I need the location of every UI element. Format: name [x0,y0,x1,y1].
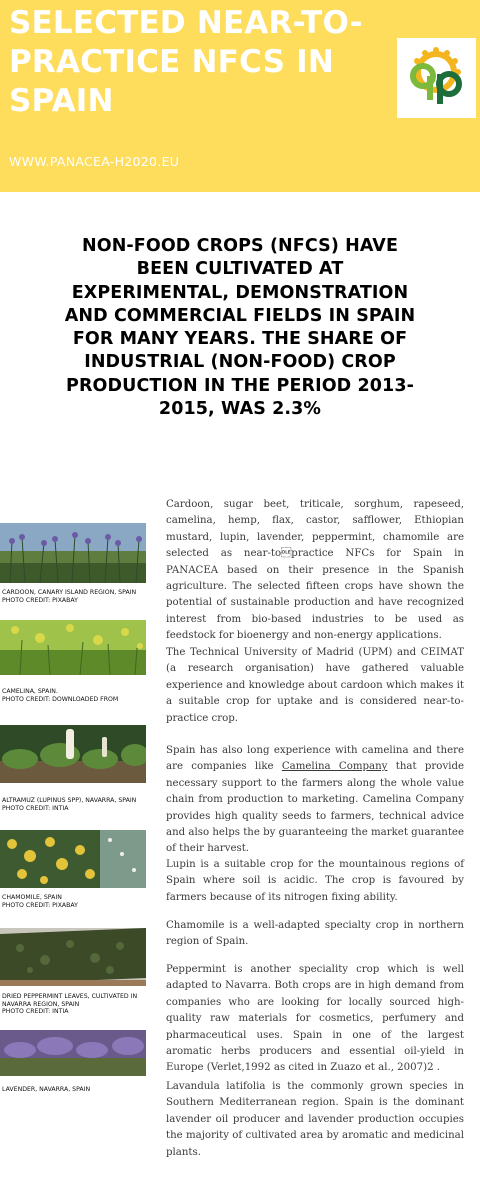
website-link[interactable]: WWW.PANACEA-H2020.EU [9,154,180,169]
peppermint-photo [0,928,146,986]
paragraph-chamomile: Chamomile is a well-adapted specialty crop in northern region of Spain. [166,920,464,948]
lavender-caption: LAVENDER, NAVARRA, SPAIN [2,1086,91,1093]
peppermint-caption: DRIED PEPPERMINT LEAVES, CULTIVATED IN NAVARRA REGION, SPAIN PHOTO CREDIT: INTIA [2,993,138,1016]
lupin-photo [0,725,146,783]
camelina-photo [0,620,146,675]
cardoon-photo [0,523,146,583]
paragraph-peppermint: Peppermint is another speciality crop which is well adapted to Navarra. Both crops are in high demand from companies who are looking for locally sourced high-quality raw materials for cosmetics, perfumery and pharmaceutical uses. Spain in one of the largest aromatic herbs producers and essential oil-yield in Europe (Verlet,1992 as cited in Zuazo et al., 2007)2 . [166,964,464,1074]
paragraph-cardoon: The Technical University of Madrid (UPM) and CEIMAT (a research organisation) have gathered valuable experience and knowledge about cardoon which makes it a suitable crop for uptake and is considered near-to-practice crop. [166,647,464,724]
lupin-caption: ALTRAMUZ (LUPINUS SPP), NAVARRA, SPAIN PHOTO CREDIT: INTIA [2,797,137,812]
page-title: SELECTED NEAR-TO-PRACTICE NFCS IN SPAIN [9,5,363,119]
headline: NON-FOOD CROPS (NFCS) HAVE BEEN CULTIVATED AT EXPERIMENTAL, DEMONSTRATION AND COMMERCIAL FIELDS IN SPAIN FOR MANY YEARS. THE SHARE OF INDUSTRIAL (NON-FOOD) CROP PRODUCTION IN THE PERIOD 2013-2015, WAS 2.3% [64,236,416,420]
camelina-company-link[interactable]: Camelina Company [281,761,388,773]
paragraph-camelina: Spain has also long experience with camelina and there are companies like Camelina Company that provide necessary support to the farmers along the whole value chain from production to marketing. Camelina Company provides high quality seeds to farmers, technical advice and also helps the by guaranteeing the market guarantee of their harvest. [166,745,465,855]
chamomile-caption: CHAMOMILE, SPAIN PHOTO CREDIT: PIXABAY [2,894,78,909]
paragraph-cardoon-list: Cardoon, sugar beet, triticale, sorghum, rapeseed, camelina, hemp, flax, castor, safflower, Ethiopian mustard, lupin, lavender, peppermint, chamomile are selected as near-topractice NFCs for Spain in PANACEA based on their presence in the Spanish agriculture. The selected fifteen crops have shown the potential of sustainable production and have recognized interest from bio-based industries to be used as feedstock for bioenergy and non-energy applications. [166,499,464,642]
header-banner [0,0,480,192]
paragraph-lupin: Lupin is a suitable crop for the mountainous regions of Spain where soil is acidic. The crop is favoured by farmers because of its nitrogen fixing ability. [166,859,464,903]
paragraph-lavender: Lavandula latifolia is the commonly grown species in Southern Mediterranean region. Spain is the dominant lavender oil producer and lavender production occupies the majority of cultivated area by aromatic and medicinal plants. [166,1081,464,1158]
lavender-photo [0,1030,146,1076]
cardoon-caption: CARDOON, CANARY ISLAND REGION, SPAIN PHOTO CREDIT: PIXABAY [2,589,137,604]
panacea-logo-icon [397,38,476,118]
chamomile-photo [0,830,146,888]
camelina-caption: CAMELINA, SPAIN. PHOTO CREDIT: DOWNLOADED FROM [2,688,119,703]
